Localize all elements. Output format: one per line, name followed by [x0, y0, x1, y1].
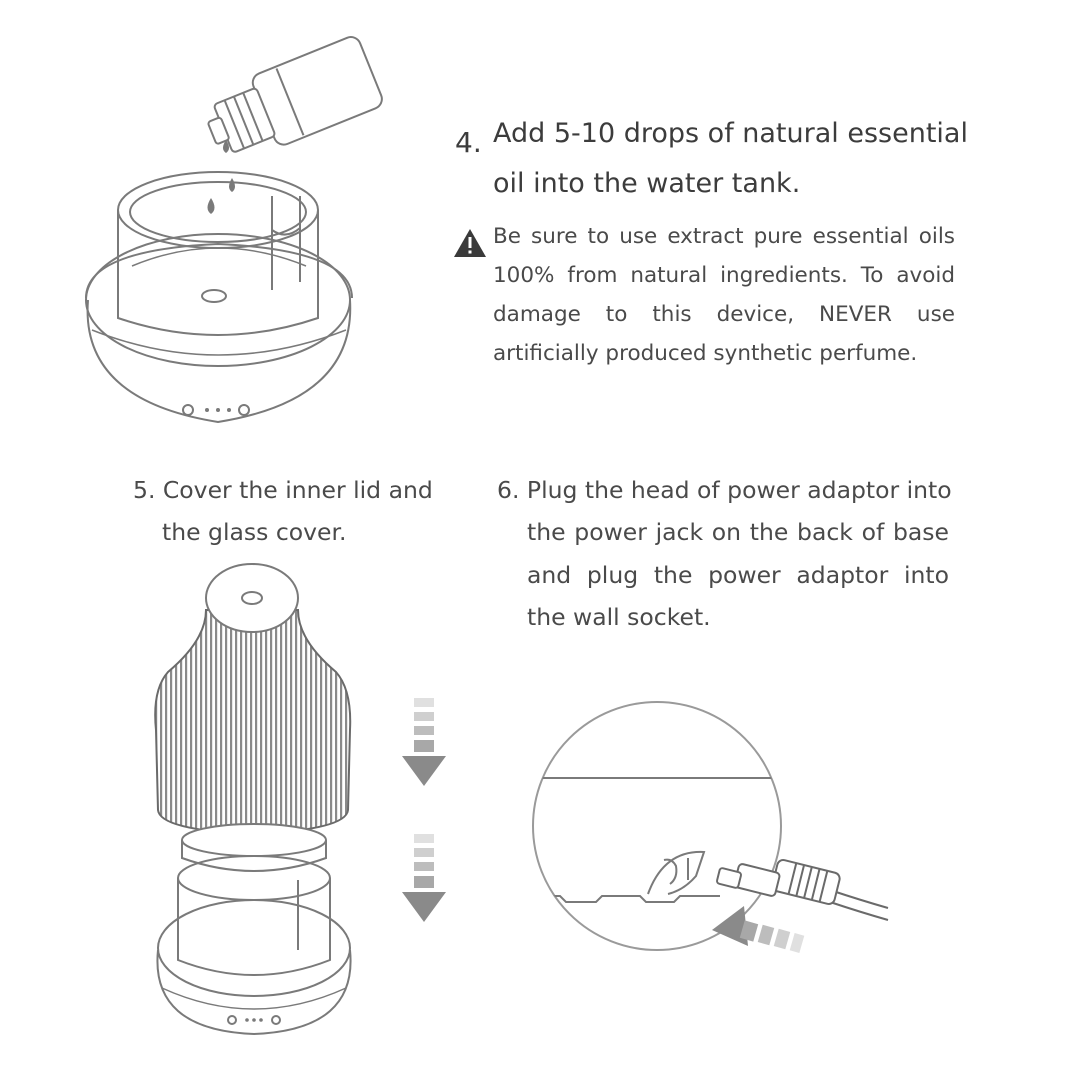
- step-5-line-2: the glass cover.: [162, 518, 347, 546]
- step-6-line-3: and plug the power adaptor into: [527, 561, 949, 589]
- step-6-line-4: the wall socket.: [527, 603, 711, 631]
- step-4-line-1: Add 5-10 drops of natural essential: [493, 118, 968, 149]
- step-6-line-2: the power jack on the back of base: [527, 518, 949, 546]
- warning-triangle-icon: [453, 228, 487, 258]
- step-5-line-1: 5. Cover the inner lid and: [133, 476, 433, 504]
- step-4-line-2: oil into the water tank.: [493, 168, 801, 199]
- step-4-number: 4.: [455, 126, 482, 159]
- warning-line-1: Be sure to use extract pure essential oils: [493, 224, 955, 249]
- warning-line-4: artificially produced synthetic perfume.: [493, 341, 918, 366]
- step-6-line-1: 6. Plug the head of power adaptor into: [497, 476, 952, 504]
- step-5: [133, 476, 433, 546]
- warning-line-2: 100% from natural ingredients. To avoid: [493, 263, 955, 288]
- warning-line-3: damage to this device, NEVER use: [493, 302, 955, 327]
